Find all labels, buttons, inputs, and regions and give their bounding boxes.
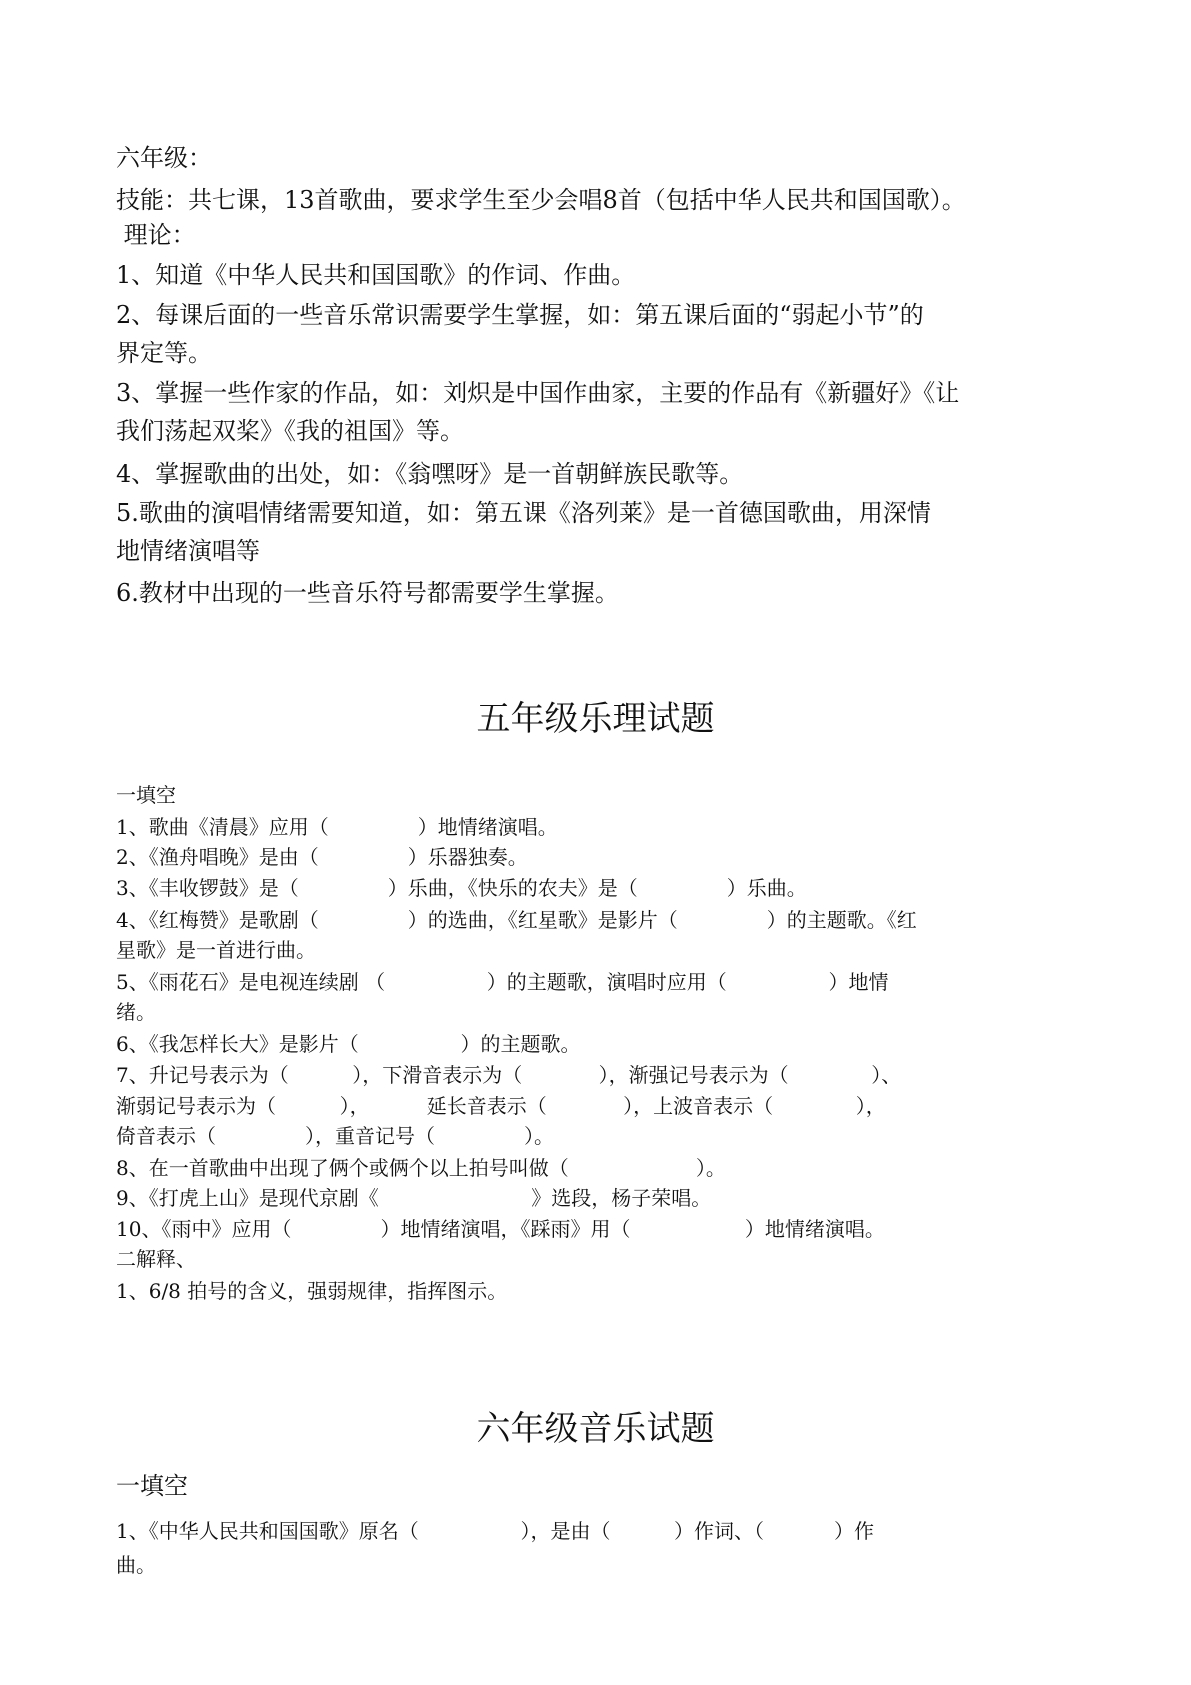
grade5-question: 7、升记号表示为（ ），下滑音表示为（ ），渐强记号表示为（ ）、 (116, 1063, 902, 1087)
grade5-question: 渐弱记号表示为（ ）， 延长音表示（ ），上波音表示（ ）， (116, 1094, 886, 1118)
grade6-item: 5.歌曲的演唱情绪需要知道，如：第五课《洛列莱》是一首德国歌曲，用深情 (116, 499, 931, 527)
grade6-item: 1、知道《中华人民共和国国歌》的作词、作曲。 (116, 261, 636, 289)
grade6-section-fill: 一填空 (116, 1472, 188, 1500)
grade5-test-title: 五年级乐理试题 (476, 699, 715, 739)
grade5-question: 8、在一首歌曲中出现了俩个或俩个以上拍号叫做（ ）。 (116, 1156, 726, 1180)
grade5-section-explain: 二解释、 (116, 1247, 196, 1271)
grade5-question: 2、《渔舟唱晚》是由（ ）乐器独奏。 (116, 845, 528, 869)
grade5-question: 绪。 (116, 1000, 156, 1024)
grade5-question: 6、《我怎样长大》是影片（ ）的主题歌。 (116, 1032, 581, 1056)
grade5-section-fill: 一填空 (116, 783, 176, 807)
grade6-item: 3、掌握一些作家的作品，如：刘炽是中国作曲家，主要的作品有《新疆好》《让 (116, 379, 960, 407)
grade5-explain-item: 1、6/8 拍号的含义，强弱规律，指挥图示。 (116, 1279, 508, 1303)
grade5-question: 10、《雨中》应用（ ）地情绪演唱，《踩雨》用（ ）地情绪演唱。 (116, 1217, 885, 1241)
grade5-question: 1、歌曲《清晨》应用（ ）地情绪演唱。 (116, 815, 558, 839)
grade6-question: 1、《中华人民共和国国歌》原名（ ），是由（ ）作词、（ ）作 (116, 1519, 874, 1543)
grade5-question: 星歌》是一首进行曲。 (116, 938, 316, 962)
grade5-question: 5、《雨花石》是电视连续剧 （ ）的主题歌，演唱时应用（ ）地情 (116, 970, 889, 994)
grade5-question: 4、《红梅赞》是歌剧（ ）的选曲，《红星歌》是影片（ ）的主题歌。《红 (116, 908, 917, 932)
grade6-skills: 技能：共七课，13首歌曲，要求学生至少会唱8首（包括中华人民共和国国歌）。 (116, 186, 966, 214)
grade5-question: 3、《丰收锣鼓》是（ ）乐曲，《快乐的农夫》是（ ）乐曲。 (116, 876, 807, 900)
grade6-item: 6.教材中出现的一些音乐符号都需要学生掌握。 (116, 579, 619, 607)
grade6-heading: 六年级： (116, 144, 212, 172)
grade6-item: 我们荡起双桨》《我的祖国》等。 (116, 417, 464, 445)
grade6-item: 2、每课后面的一些音乐常识需要学生掌握，如：第五课后面的“弱起小节”的 (116, 301, 924, 329)
grade6-question: 曲。 (116, 1553, 156, 1577)
grade6-item: 地情绪演唱等 (116, 537, 260, 565)
grade6-item: 界定等。 (116, 339, 212, 367)
grade5-question: 倚音表示（ ），重音记号（ ）。 (116, 1124, 555, 1148)
grade6-test-title: 六年级音乐试题 (476, 1409, 715, 1449)
grade5-question: 9、《打虎上山》是现代京剧《 》选段，杨子荣唱。 (116, 1186, 712, 1210)
grade6-theory-label: 理论： (116, 221, 196, 249)
grade6-item: 4、掌握歌曲的出处，如：《翁嘿呀》是一首朝鲜族民歌等。 (116, 460, 744, 488)
